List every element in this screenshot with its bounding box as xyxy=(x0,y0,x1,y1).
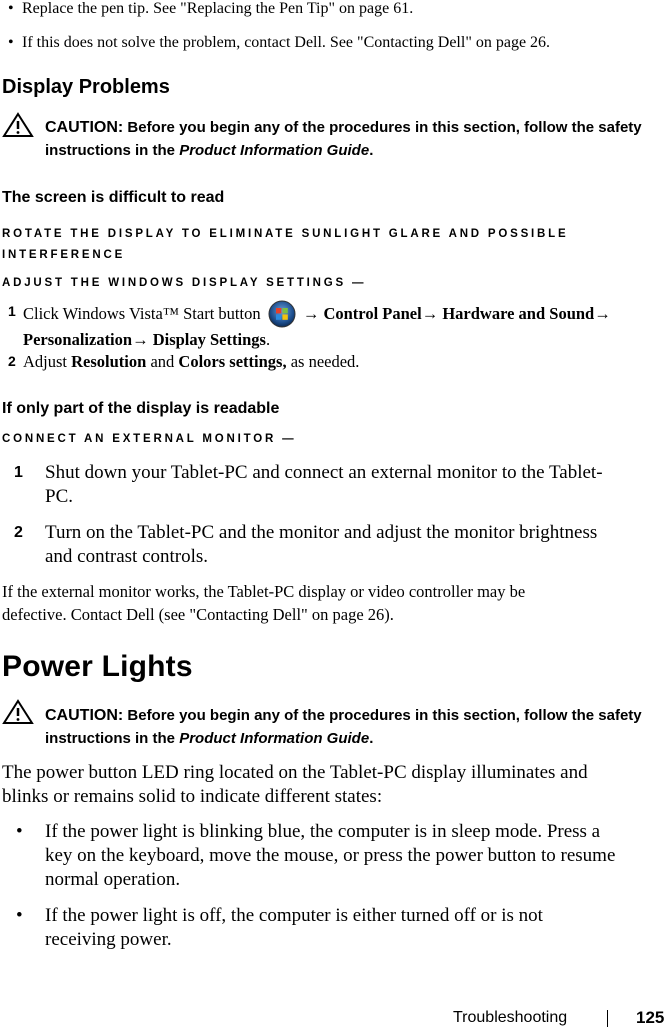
step-number: 1 xyxy=(8,303,16,319)
page-number: 125 xyxy=(636,1008,665,1027)
caution-triangle-icon xyxy=(2,699,34,730)
step-text-line2: PC. xyxy=(45,486,73,507)
bullet-text: Replace the pen tip. See "Replacing the Pen Tip" on page 61. xyxy=(22,0,414,17)
adjust-windows-heading: ADJUST THE WINDOWS DISPLAY SETTINGS — xyxy=(2,277,367,289)
step-number: 1 xyxy=(14,464,23,481)
arrow: → xyxy=(594,304,611,323)
menu-path-hardware-sound: Hardware and Sound xyxy=(442,304,595,323)
step-number: 2 xyxy=(14,524,23,541)
setting-resolution: Resolution xyxy=(71,352,147,371)
caution-note xyxy=(45,116,655,162)
rotate-heading-line1: ROTATE THE DISPLAY TO ELIMINATE SUNLIGHT GLARE AND POSSIBLE xyxy=(2,228,569,240)
step-text-line1: Shut down your Tablet-PC and connect an external monitor to the Tablet- xyxy=(45,462,603,483)
caution-note xyxy=(45,704,655,750)
arrow: → xyxy=(132,330,149,349)
bullet-line: If the power light is blinking blue, the computer is in sleep mode. Press a xyxy=(45,821,601,842)
step-text-line1: Turn on the Tablet-PC and the monitor and adjust the monitor brightness xyxy=(45,522,598,543)
section-title-display-problems: Display Problems xyxy=(2,76,170,98)
footer-section-name: Troubleshooting xyxy=(453,1009,568,1026)
bullet-dot: • xyxy=(8,0,14,17)
product-guide-title: Product Information Guide xyxy=(179,730,370,747)
section-title-power-lights: Power Lights xyxy=(2,650,193,683)
bullet-line: If the power light is off, the computer is either turned off or is not xyxy=(45,905,543,926)
connect-monitor-heading: CONNECT AN EXTERNAL MONITOR — xyxy=(2,433,297,445)
bullet-dot: • xyxy=(16,821,23,842)
footer-divider xyxy=(607,1010,608,1027)
rotate-heading-line2: INTERFERENCE xyxy=(2,249,126,261)
bullet-dot: • xyxy=(8,34,14,51)
caution-label: CAUTION: xyxy=(45,119,124,136)
caution-text: Before you begin any of the procedures in this section, follow the safety instructions in the xyxy=(45,707,642,747)
list-item xyxy=(8,0,658,28)
menu-path-display-settings: Display Settings xyxy=(152,330,266,349)
note-line1: If the external monitor works, the Tablet-PC display or video controller may be xyxy=(2,582,526,601)
caution-label: CAUTION: xyxy=(45,707,124,724)
intro-line1: The power button LED ring located on the Tablet-PC display illuminates and xyxy=(2,762,588,783)
bullet-line: normal operation. xyxy=(45,869,181,890)
power-intro xyxy=(2,761,670,809)
intro-line2: blinks or remains solid to indicate different states: xyxy=(2,786,383,807)
step-text: Click Windows Vista™ Start button xyxy=(23,304,261,323)
note-line2: defective. Contact Dell (see "Contacting Dell" on page 26). xyxy=(2,605,394,624)
period: . xyxy=(265,330,271,349)
menu-path-control-panel: Control Panel xyxy=(323,304,422,323)
windows-start-orb-icon xyxy=(268,300,296,328)
caution-triangle-icon xyxy=(2,112,34,143)
subsection-title-only-part: If only part of the display is readable xyxy=(2,400,280,417)
caution-end: . xyxy=(369,142,374,159)
bullet-dot: • xyxy=(16,905,23,926)
step-text: Adjust xyxy=(23,352,68,371)
top-bullet-list xyxy=(8,0,658,58)
setting-colors: Colors settings, xyxy=(178,352,287,371)
bullet-text: If this does not solve the problem, contact Dell. See "Contacting Dell" on page 26. xyxy=(22,34,551,51)
rotate-display-heading xyxy=(2,224,568,266)
subsection-title-screen-difficult: The screen is difficult to read xyxy=(2,189,225,206)
step-number: 2 xyxy=(8,353,16,369)
list-item xyxy=(8,32,658,62)
caution-text: Before you begin any of the procedures in this section, follow the safety instructions in the xyxy=(45,119,642,159)
step-text: and xyxy=(150,352,175,371)
step-text: as needed. xyxy=(290,352,360,371)
step-text-line2: and contrast controls. xyxy=(45,546,209,567)
arrow: → xyxy=(302,304,320,323)
bullet-line: receiving power. xyxy=(45,929,172,950)
bullet-line: key on the keyboard, move the mouse, or press the power button to resume xyxy=(45,845,616,866)
product-guide-title: Product Information Guide xyxy=(179,142,370,159)
external-monitor-note xyxy=(2,580,662,626)
caution-end: . xyxy=(369,730,374,747)
menu-path-personalization: Personalization xyxy=(23,330,133,349)
arrow: → xyxy=(421,304,439,323)
